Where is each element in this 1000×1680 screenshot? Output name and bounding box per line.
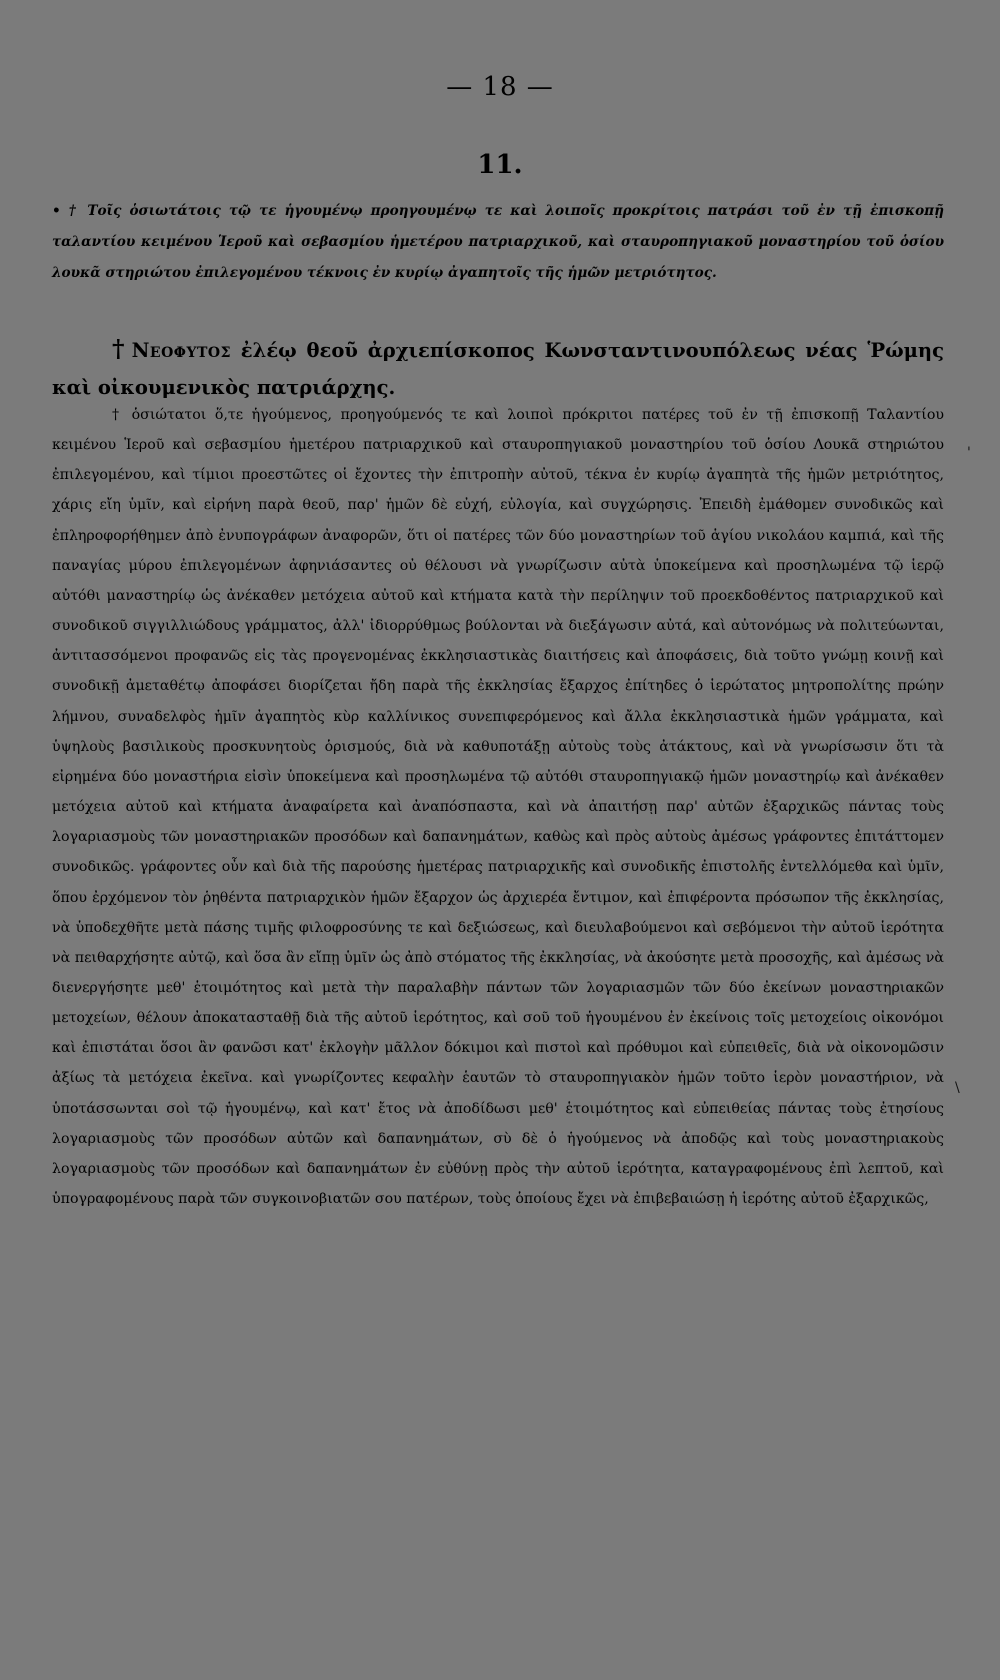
patriarch-name: Νεοφυτος: [131, 339, 231, 362]
margin-speck: \: [955, 1080, 960, 1096]
document-summary: • † Τοῖς ὁσιωτάτοις τῷ τε ἡγουμένῳ προηγουμένῳ τε καὶ λοιποῖς προκρίτοις πατράσι τοῦ ἐν τῇ ἐπισκοπῇ ταλαντίου κειμένου Ἱεροῦ καὶ σεβασμίου ἡμετέρου πατριαρχικοῦ, καὶ σταυροπηγιακοῦ μοναστηρίου τοῦ ὁσίου λουκᾶ στηριώτου ἐπιλεγομένου τέκνοις ἐν κυρίῳ ἀγαπητοῖς τῆς ἡμῶν μετριότητος.: [52, 203, 944, 281]
letter-body: † ὁσιώτατοι ὅ,τε ἡγούμενος, προηγούμενός τε καὶ λοιποὶ πρόκριτοι πατέρες τοῦ ἐν τῇ ἐπισκοπῇ Ταλαντίου κειμένου Ἱεροῦ καὶ σεβασμίου ἡμετέρου πατριαρχικοῦ καὶ σταυροπηγιακοῦ μοναστηρίου τοῦ ὁσίου Λουκᾶ στηριώτου ἐπιλεγομένου, καὶ τίμιοι προεστῶτες οἱ ἔχοντες τὴν ἐπιτροπὴν αὐτοῦ, τέκνα ἐν κυρίῳ ἀγαπητὰ τῆς ἡμῶν μετριότητος, χάρις εἴη ὑμῖν, καὶ εἰρήνη παρὰ θεοῦ, παρ' ἡμῶν δὲ εὐχή, εὐλογία, καὶ συγχώρησις. Ἐπειδὴ ἐμάθομεν συνοδικῶς καὶ ἐπληροφορήθημεν ἀπὸ ἐνυπογράφων ἀναφορῶν, ὅτι οἱ πατέρες τῶν δύο μοναστηρίων τοῦ ἁγίου νικολάου καμπιά, καὶ τῆς παναγίας μύρου ἐπιλεγομένων ἀφηνιάσαντες οὐ θέλουσι νὰ γνωρίζωσιν αὐτὰ ὑποκείμενα καὶ προσηλωμένα τῷ ἱερῷ αὐτόθι μαναστηρίῳ ὡς ἀνέκαθεν μετόχεια αὐτοῦ καὶ κτήματα κατὰ τὴν περίληψιν τοῦ προεκδοθέντος πατριαρχικοῦ καὶ συνοδικοῦ σιγγιλλιώδους γράμματος, ἀλλ' ἰδιορρύθμως βούλονται νὰ διεξάγωσιν αὐτά, καὶ αὐτονόμως νὰ πολιτεύωνται, ἀντιτασσόμενοι προφανῶς εἰς τὰς προγενομένας ἐκκλησιαστικὰς διαιτήσεις καὶ ἀποφάσεις, διὰ τοῦτο γνώμῃ κοινῇ καὶ συνοδικῇ ἀμεταθέτῳ ἀποφάσει διορίζεται ἤδη παρὰ τῆς ἐκκλησίας ἔξαρχος ἐπίτηδες ὁ ἱερώτατος μητροπολίτης πρώην λήμνου, συναδελφὸς ἡμῖν ἀγαπητὸς κὺρ καλλίνικος συνεπιφερόμενος καὶ ἄλλα ἐκκλησιαστικὰ ἡμῶν γράμματα, καὶ ὑψηλοὺς βασιλικοὺς προσκυνητοὺς ὁρισμούς, διὰ νὰ καθυποτάξῃ αὐτοὺς τοὺς ἀτάκτους, καὶ νὰ γνωρίσωσιν ὅτι τὰ εἰρημένα δύο μοναστήρια εἰσὶν ὑποκείμενα καὶ προσηλωμένα τῷ αὐτόθι σταυροπηγιακῷ ἡμῶν μοναστηρίῳ καὶ ἀνέκαθεν μετόχεια αὐτοῦ καὶ κτήματα ἀναφαίρετα καὶ ἀναπόσπαστα, καὶ νὰ ἀπαιτήσῃ παρ' αὐτῶν ἐξαρχικῶς πάντας τοὺς λογαριασμοὺς τῶν μοναστηριακῶν προσόδων καὶ δαπανημάτων, καθὼς καὶ πρὸς αὐτοὺς ἀμέσως γράφοντες ἐπιτάττομεν συνοδικῶς. γράφοντες οὖν καὶ διὰ τῆς παρούσης ἡμετέρας πατριαρχικῆς καὶ συνοδικῆς ἐπιστολῆς ἐντελλόμεθα καὶ ὑμῖν, ὅπου ἐρχόμενον τὸν ῥηθέντα πατριαρχικὸν ἡμῶν ἔξαρχον ὡς ἀρχιερέα ἔντιμον, καὶ ἐπιφέροντα πρόσωπον τῆς ἐκκλησίας, νὰ ὑποδεχθῆτε μετὰ πάσης τιμῆς φιλοφροσύνης τε καὶ δεξιώσεως, καὶ διευλαβούμενοι καὶ σεβόμενοι τὴν αὐτοῦ ἱερότητα νὰ πειθαρχήσητε αὐτῷ, καὶ ὅσα ἂν εἴπῃ ὑμῖν ὡς ἀπὸ στόματος τῆς ἐκκλησίας, νὰ ἀκούσητε μετὰ προσοχῆς, καὶ ἀμέσως νὰ διενεργήσητε μεθ' ἑτοιμότητος καὶ μετὰ τὴν παραλαβὴν πάντων τῶν λογαριασμῶν τῶν δύο ἐκείνων μοναστηριακῶν μετοχείων, θέλουν ἀποκατασταθῇ διὰ τῆς αὐτοῦ ἱερότητος, καὶ σοῦ τοῦ ἡγουμένου ἐν ἐκείνοις τοῖς μετοχείοις οἰκονόμοι καὶ ἐπιστάται ὅσοι ἂν φανῶσι κατ' ἐκλογὴν μᾶλλον δόκιμοι καὶ πιστοὶ καὶ πρόθυμοι καὶ εὐπειθεῖς, διὰ νὰ οἰκονομῶσιν ἀξίως τὰ μετόχεια ἐκεῖνα. καὶ γνωρίζοντες κεφαλὴν ἑαυτῶν τὸ σταυροπηγιακὸν ἡμῶν τοῦτο ἱερὸν μοναστήριον, νὰ ὑποτάσσωνται σοὶ τῷ ἡγουμένῳ, καὶ κατ' ἔτος νὰ ἀποδίδωσι μεθ' ἑτοιμότητος καὶ εὐπειθείας πάντας τοὺς ἐτησίους λογαριασμοὺς τῶν προσόδων αὐτῶν καὶ δαπανημάτων, σὺ δὲ ὁ ἡγούμενος νὰ ἀποδῷς καὶ τοὺς μοναστηριακοὺς λογαριασμοὺς τῶν προσόδων καὶ δαπανημάτων ἐν εὐθύνῃ πρὸς τὴν αὐτοῦ ἱερότητα, καταγραφομένους ἐπὶ λεπτοῦ, καὶ ὑπογραφομένους παρὰ τῶν συγκοινοβιατῶν σου πατέρων, τοὺς ὁποίους ἔχει νὰ ἐπιβεβαιώσῃ ἡ ἱερότης αὐτοῦ ἐξαρχικῶς,: [52, 407, 944, 1208]
document-heading: [52, 330, 944, 406]
page-number: — 18 —: [446, 72, 554, 102]
margin-speck: ': [967, 445, 971, 461]
cross-symbol: †: [112, 334, 128, 363]
document-number: 11.: [477, 150, 523, 180]
patriarch-title: ἐλέῳ θεοῦ ἀρχιεπίσκοπος Κωνσταντινουπόλεως νέας Ῥώμης καὶ οἰκουμενικὸς πατριάρχης.: [52, 339, 944, 399]
